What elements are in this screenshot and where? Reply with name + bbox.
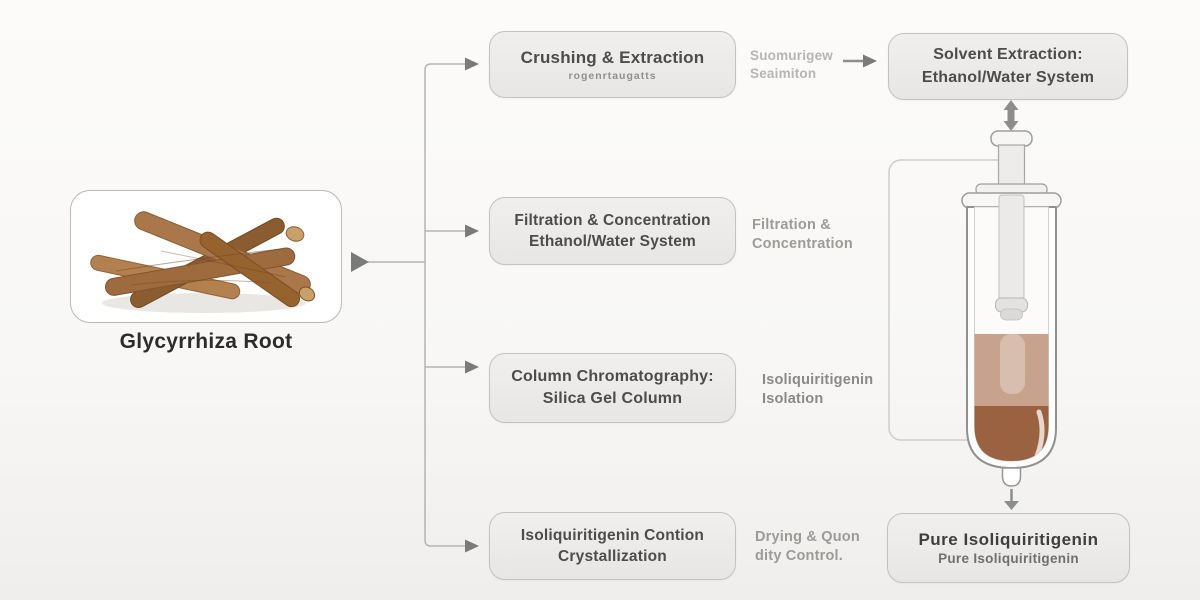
step-subtitle: Ethanol/Water System <box>528 233 697 250</box>
step-subtitle: Silica Gel Column <box>542 390 683 407</box>
annotation-line: Suomurigew <box>750 48 834 63</box>
annotation-line: Filtration & <box>752 217 831 233</box>
step-title: Column Chromatography: <box>511 367 714 385</box>
step-subtitle: Crystallization <box>558 548 667 565</box>
plunger-rod <box>996 195 1028 320</box>
annotation-line: Isoliquiritigenin <box>762 372 874 388</box>
down-arrow-icon <box>1004 489 1019 510</box>
step-title: Filtration & Concentration <box>514 211 711 229</box>
annotation-line: Isolation <box>762 390 824 407</box>
source-label: Glycyrrhiza Root <box>119 330 293 353</box>
annotation-line: Concentration <box>752 235 853 252</box>
annotation-line: dity Control. <box>755 547 843 564</box>
annotation-line: Drying & Quon <box>755 529 860 545</box>
box-line: Pure Isoliquiritigenin <box>938 551 1079 566</box>
box-line: Pure Isoliquiritigenin <box>918 530 1099 549</box>
box-line: Solvent Extraction: <box>933 46 1083 64</box>
syringe-barrel <box>967 195 1056 486</box>
double-arrow-icon <box>1004 100 1019 131</box>
column-ghost-band <box>1000 334 1025 394</box>
step-subtitle: rogenrtaugatts <box>568 69 657 82</box>
annotation-line: Seaimiton <box>750 65 817 81</box>
step-title: Crushing & Extraction <box>520 47 705 67</box>
syringe-tip <box>1003 468 1021 486</box>
box-line: Ethanol/Water System <box>921 68 1095 86</box>
step-title: Isoliquiritigenin Contion <box>520 526 705 544</box>
syringe-plunger <box>991 131 1032 186</box>
